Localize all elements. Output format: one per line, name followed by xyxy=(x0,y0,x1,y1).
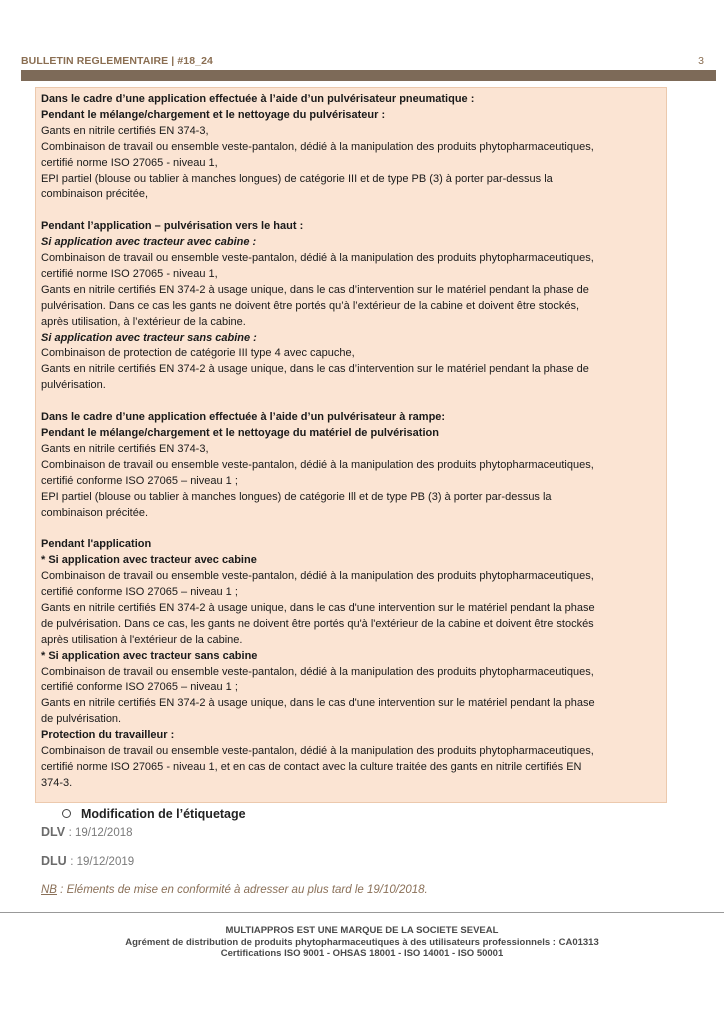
text-line: Pendant l'application xyxy=(41,538,152,551)
dlu-line xyxy=(41,854,134,868)
dlu-label: DLU xyxy=(41,854,67,868)
footer-certifications-line: Certifications ISO 9001 - OHSAS 18001 - ISO 14001 - ISO 50001 xyxy=(220,948,504,959)
text-line: certifié conforme ISO 27065 – niveau 1 ; xyxy=(41,586,238,599)
text-line: Dans le cadre d’une application effectuée à l’aide d’un pulvérisateur pneumatique : xyxy=(41,93,475,105)
nb-note xyxy=(41,884,428,896)
circle-bullet-icon xyxy=(62,809,71,818)
text-line: 374-3. xyxy=(41,776,73,789)
text-line: Combinaison de travail ou ensemble veste-pantalon, dédié à la manipulation des produits phytopharmaceutiques, xyxy=(41,252,594,265)
page-number: 3 xyxy=(698,55,704,67)
footer-brand-line: MULTIAPPROS EST UNE MARQUE DE LA SOCIETE SEVEAL xyxy=(225,925,499,936)
paragraph-spacer xyxy=(41,203,663,219)
text-line: Gants en nitrile certifiés EN 374-3, xyxy=(41,442,209,455)
text-line: certifié norme ISO 27065 - niveau 1, xyxy=(41,267,218,280)
text-line: de pulvérisation. Dans ce cas, les gants ne doivent être portés qu'à l'extérieur de la cabine et doivent être stockés xyxy=(41,617,594,630)
text-line: Combinaison de travail ou ensemble veste-pantalon, dédié à la manipulation des produits phytopharmaceutiques, xyxy=(41,665,594,678)
text-line: pulvérisation. xyxy=(41,379,106,392)
text-line: de pulvérisation. xyxy=(41,713,122,726)
text-line: Pendant le mélange/chargement et le nettoyage du matériel de pulvérisation xyxy=(41,427,439,439)
footer-approval-line: Agrément de distribution de produits phytopharmaceutiques à des utilisateurs professionnels : CA01313 xyxy=(125,936,599,948)
text-line: * Si application avec tracteur avec cabine xyxy=(41,554,257,567)
text-line: Si application avec tracteur avec cabine : xyxy=(41,236,257,249)
paragraph-spacer xyxy=(41,521,663,537)
text-line: Combinaison de travail ou ensemble veste-pantalon, dédié à la manipulation des produits phytopharmaceutiques, xyxy=(41,140,594,153)
labeling-section-heading xyxy=(62,807,246,821)
text-line: Si application avec tracteur sans cabine : xyxy=(41,331,257,344)
text-line: Dans le cadre d’une application effectuée à l’aide d’un pulvérisateur à rampe: xyxy=(41,411,446,424)
document-header-title: BULLETIN REGLEMENTAIRE | #18_24 xyxy=(21,55,213,67)
nb-text: : Eléments de mise en conformité à adresser au plus tard le 19/10/2018. xyxy=(56,884,428,896)
text-line: Gants en nitrile certifiés EN 374-2 à usage unique, dans le cas d’intervention sur le matériel pendant la phase de xyxy=(41,283,589,296)
header-divider-bar xyxy=(21,70,716,81)
paragraph-spacer xyxy=(41,394,663,410)
text-line: Combinaison de travail ou ensemble veste-pantalon, dédié à la manipulation des produits phytopharmaceutiques, xyxy=(41,458,594,471)
text-line: EPI partiel (blouse ou tablier à manches longues) de catégorie III et de type PB (3) à porter par-dessus la xyxy=(41,172,553,185)
text-line: Gants en nitrile certifiés EN 374-2 à usage unique, dans le cas d'une intervention sur le matériel pendant la phase xyxy=(41,601,595,614)
dlv-line xyxy=(41,825,133,839)
dlv-value: : 19/12/2018 xyxy=(68,827,133,839)
text-line: Combinaison de travail ou ensemble veste-pantalon, dédié à la manipulation des produits phytopharmaceutiques, xyxy=(41,745,594,758)
text-line: après utilisation, à l’extérieur de la cabine. xyxy=(41,315,246,328)
text-line: certifié norme ISO 27065 - niveau 1, xyxy=(41,156,218,169)
text-line: Combinaison de travail ou ensemble veste-pantalon, dédié à la manipulation des produits phytopharmaceutiques, xyxy=(41,570,594,583)
text-line: certifié conforme ISO 27065 – niveau 1 ; xyxy=(41,474,238,487)
dlu-value: : 19/12/2019 xyxy=(70,856,135,868)
text-line: certifié norme ISO 27065 - niveau 1, et en cas de contact avec la culture traitée des gants en nitrile certifiés EN xyxy=(41,761,582,774)
text-line: Pendant le mélange/chargement et le nettoyage du pulvérisateur : xyxy=(41,108,386,121)
text-line: Gants en nitrile certifiés EN 374-2 à usage unique, dans le cas d’intervention sur le matériel pendant la phase de xyxy=(41,363,589,376)
regulatory-text-body xyxy=(41,92,663,792)
text-line: EPI partiel (blouse ou tablier à manches longues) de catégorie Ill et de type PB (3) à porter par-dessus la xyxy=(41,490,552,503)
text-line: pulvérisation. Dans ce cas les gants ne doivent être portés qu’à l’extérieur de la cabine et doivent être stockés, xyxy=(41,299,580,312)
text-line: combinaison précitée. xyxy=(41,506,149,519)
labeling-heading-text: Modification de l’étiquetage xyxy=(81,807,246,821)
text-line: Pendant l’application – pulvérisation vers le haut : xyxy=(41,220,304,233)
dlv-label: DLV xyxy=(41,825,66,839)
text-line: après utilisation à l'extérieur de la cabine. xyxy=(41,633,243,646)
text-line: combinaison précitée, xyxy=(41,188,149,201)
text-line: Gants en nitrile certifiés EN 374-3, xyxy=(41,124,209,137)
text-line: certifié conforme ISO 27065 – niveau 1 ; xyxy=(41,681,238,694)
text-line: Gants en nitrile certifiés EN 374-2 à usage unique, dans le cas d'une intervention sur le matériel pendant la phase xyxy=(41,697,595,710)
footer-divider xyxy=(0,912,724,913)
page-footer xyxy=(0,925,724,960)
text-line: Protection du travailleur : xyxy=(41,729,175,742)
nb-label: NB xyxy=(41,884,57,896)
text-line: * Si application avec tracteur sans cabine xyxy=(41,649,258,662)
text-line: Combinaison de protection de catégorie III type 4 avec capuche, xyxy=(41,347,355,360)
